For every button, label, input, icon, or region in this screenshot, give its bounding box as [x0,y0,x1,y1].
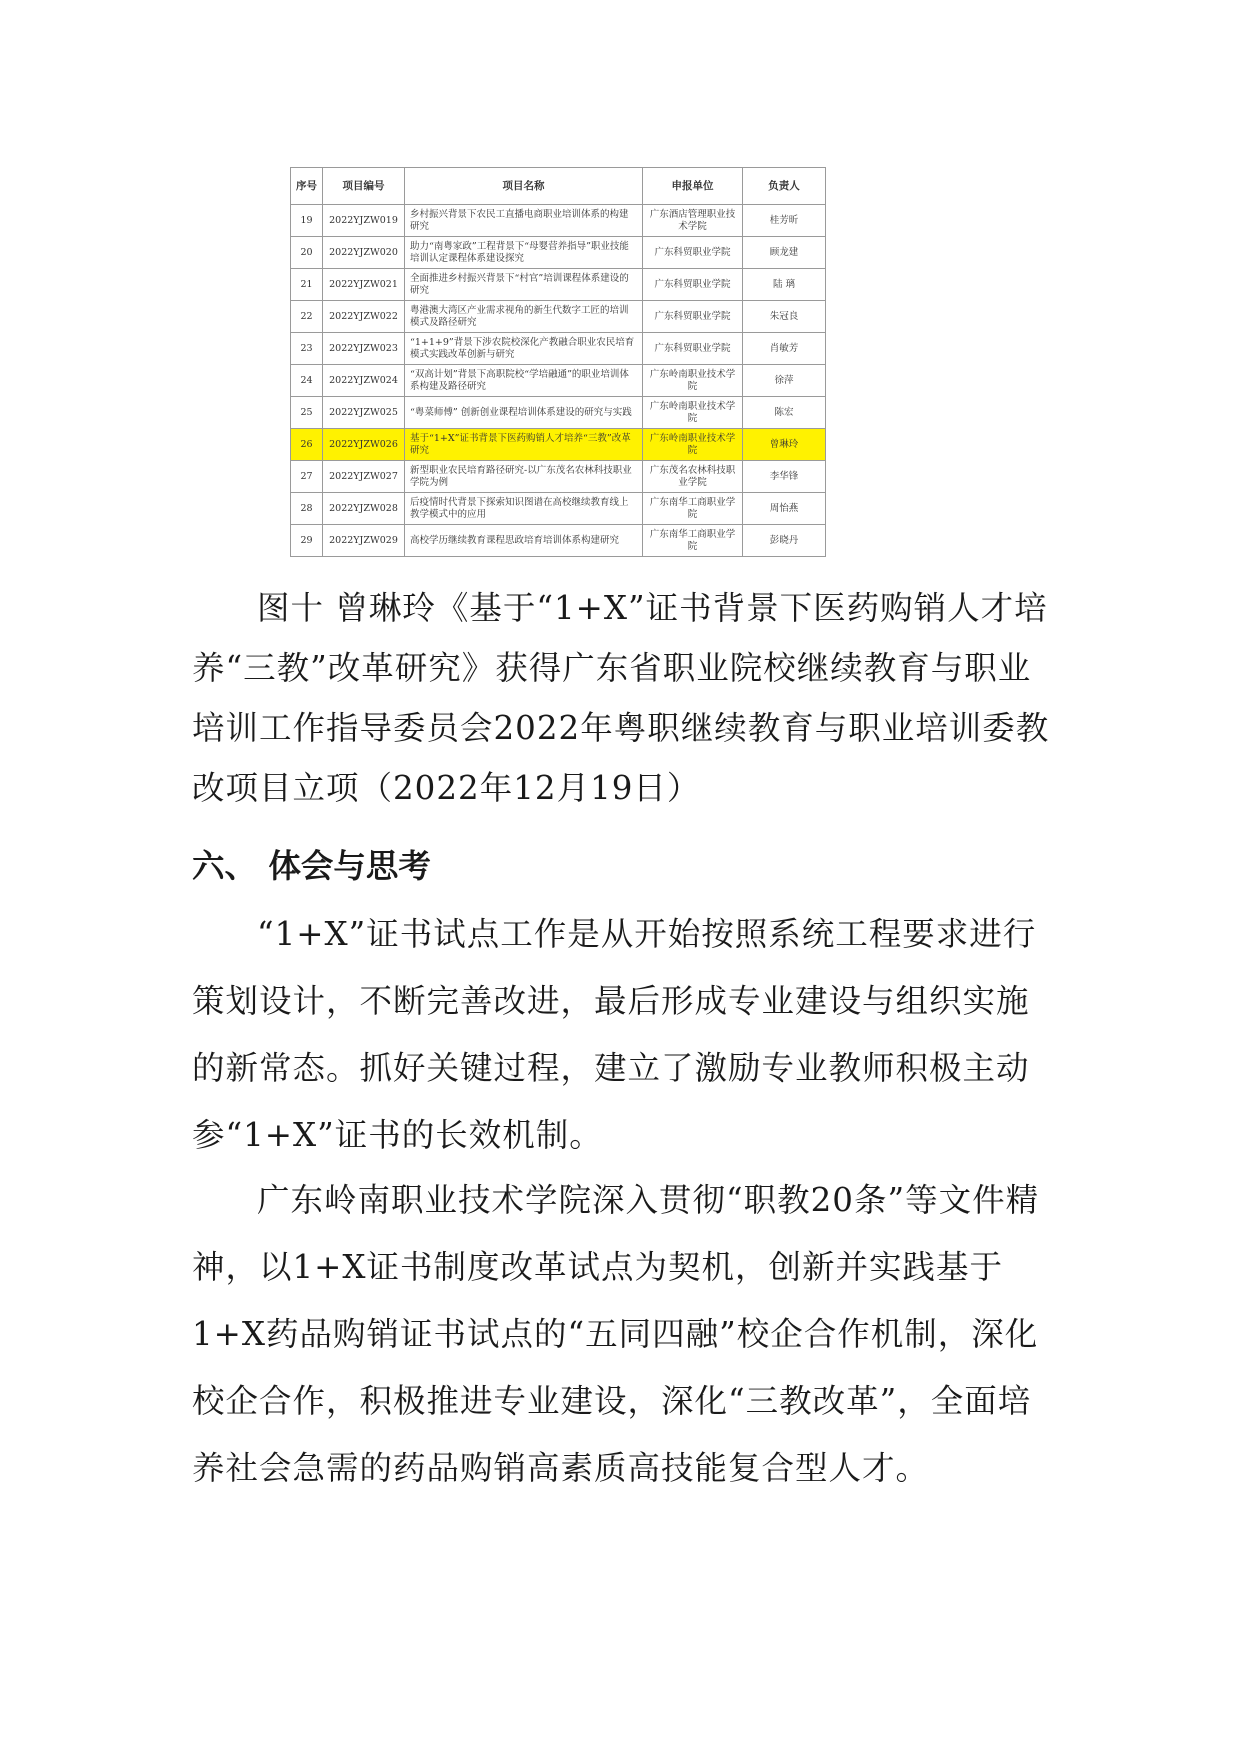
cell-no: 26 [291,429,323,461]
table-row [291,301,826,333]
project-list-table [290,167,826,557]
cell-unit: 广东科贸职业学院 [643,333,743,365]
header-code: 项目编号 [323,168,405,205]
cell-leader: 顾龙建 [743,237,826,269]
cell-no: 20 [291,237,323,269]
figure-caption: 图十 曾琳玲《基于“1+X”证书背景下医药购销人才培养“三教”改革研究》获得广东省职业院校继续教育与职业培训工作指导委员会2022年粤职继续教育与职业培训委教改项目立项（2022年12月19日） [192,589,1050,807]
cell-name: “1+1+9”背景下涉农院校深化产教融合职业农民培育模式实践改革创新与研究 [405,333,643,365]
cell-leader: 桂芳昕 [743,205,826,237]
cell-leader: 彭晓丹 [743,525,826,557]
cell-code: 2022YJZW029 [323,525,405,557]
header-name: 项目名称 [405,168,643,205]
cell-name: 全面推进乡村振兴背景下“村官”培训课程体系建设的研究 [405,269,643,301]
cell-unit: 广东岭南职业技术学院 [643,429,743,461]
cell-leader: 曾琳玲 [743,429,826,461]
header-no: 序号 [291,168,323,205]
cell-no: 27 [291,461,323,493]
cell-name: 乡村振兴背景下农民工直播电商职业培训体系的构建研究 [405,205,643,237]
cell-unit: 广东酒店管理职业技术学院 [643,205,743,237]
cell-no: 21 [291,269,323,301]
cell-leader: 朱冠良 [743,301,826,333]
body-paragraph: “1+X”证书试点工作是从开始按照系统工程要求进行策划设计，不断完善改进，最后形成专业建设与组织实施的新常态。抓好关键过程，建立了激励专业教师积极主动参“1+X”证书的长效机制。 [192,915,1037,1154]
cell-leader: 陈宏 [743,397,826,429]
cell-name: 后疫情时代背景下探索知识图谱在高校继续教育线上教学模式中的应用 [405,493,643,525]
cell-name: “粤菜师傅” 创新创业课程培训体系建设的研究与实践 [405,397,643,429]
cell-no: 19 [291,205,323,237]
cell-code: 2022YJZW023 [323,333,405,365]
cell-code: 2022YJZW025 [323,397,405,429]
cell-code: 2022YJZW027 [323,461,405,493]
table-row [291,525,826,557]
cell-name: 粤港澳大湾区产业需求视角的新生代数字工匠的培训模式及路径研究 [405,301,643,333]
cell-unit: 广东科贸职业学院 [643,237,743,269]
header-leader: 负责人 [743,168,826,205]
cell-code: 2022YJZW024 [323,365,405,397]
cell-code: 2022YJZW028 [323,493,405,525]
table-row [291,269,826,301]
cell-code: 2022YJZW019 [323,205,405,237]
cell-no: 23 [291,333,323,365]
cell-unit: 广东南华工商职业学院 [643,493,743,525]
cell-code: 2022YJZW020 [323,237,405,269]
cell-unit: 广东岭南职业技术学院 [643,365,743,397]
cell-code: 2022YJZW021 [323,269,405,301]
cell-no: 24 [291,365,323,397]
body-paragraph: 广东岭南职业技术学院深入贯彻“职教20条”等文件精神，以1+X证书制度改革试点为契机，创新并实践基于1+X药品购销证书试点的“五同四融”校企合作机制，深化校企合作，积极推进专业建设，深化“三教改革”，全面培养社会急需的药品购销高素质高技能复合型人才。 [192,1181,1040,1487]
cell-leader: 肖敏芳 [743,333,826,365]
cell-name: “双高计划”背景下高职院校“学培融通”的职业培训体系构建及路径研究 [405,365,643,397]
cell-unit: 广东科贸职业学院 [643,269,743,301]
table-row [291,493,826,525]
table-row [291,205,826,237]
cell-leader: 陆 璃 [743,269,826,301]
cell-name: 新型职业农民培育路径研究-以广东茂名农林科技职业学院为例 [405,461,643,493]
cell-unit: 广东南华工商职业学院 [643,525,743,557]
table-row [291,429,826,461]
table-body [291,205,826,557]
cell-leader: 李华锋 [743,461,826,493]
cell-name: 高校学历继续教育课程思政培育培训体系构建研究 [405,525,643,557]
cell-no: 22 [291,301,323,333]
cell-unit: 广东岭南职业技术学院 [643,397,743,429]
header-unit: 申报单位 [643,168,743,205]
table-row [291,365,826,397]
cell-code: 2022YJZW022 [323,301,405,333]
cell-leader: 周怡燕 [743,493,826,525]
cell-name: 基于“1+X”证书背景下医药购销人才培养“三教”改革研究 [405,429,643,461]
cell-leader: 徐萍 [743,365,826,397]
cell-unit: 广东科贸职业学院 [643,301,743,333]
section-heading: 六、 体会与思考 [192,847,431,885]
table-row [291,237,826,269]
cell-no: 28 [291,493,323,525]
cell-name: 助力“南粤家政”工程背景下“母婴营养指导”职业技能培训认定课程体系建设探究 [405,237,643,269]
cell-unit: 广东茂名农林科技职业学院 [643,461,743,493]
table-header-row [291,168,826,205]
table-row [291,461,826,493]
cell-no: 29 [291,525,323,557]
table-row [291,397,826,429]
table-row [291,333,826,365]
cell-no: 25 [291,397,323,429]
cell-code: 2022YJZW026 [323,429,405,461]
